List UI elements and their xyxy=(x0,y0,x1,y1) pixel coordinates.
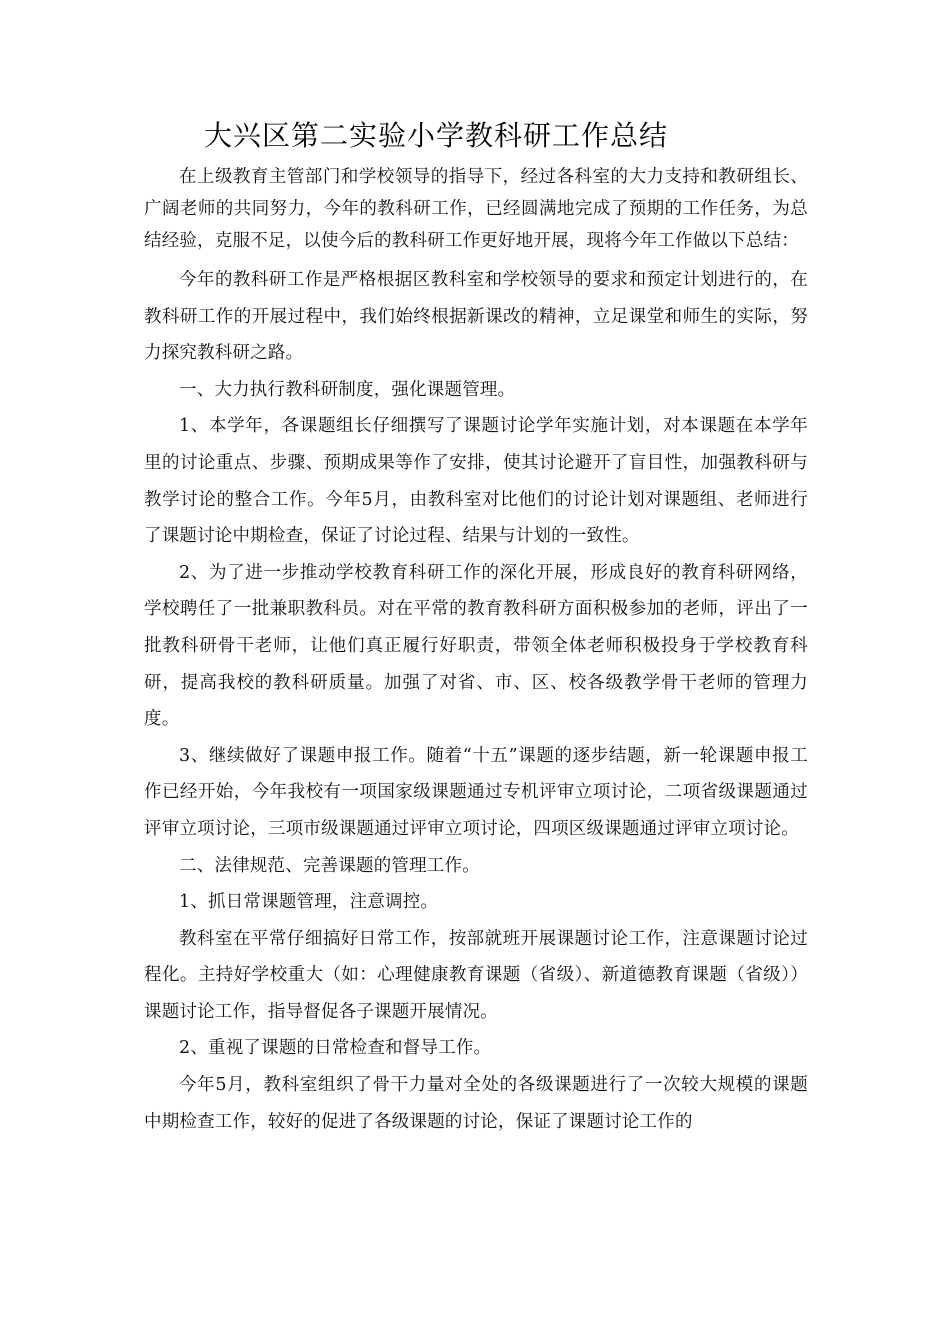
paragraph-1-3: 3、继续做好了课题申报工作。随着“十五”课题的逐步结题，新一轮课题申报工作已经开始，今年我校有一项国家级课题通过专机评审立项讨论，二项省级课题通过评审立项讨论，三项市级课题通过评审立项讨论，四项区级课题通过评审立项讨论。 xyxy=(144,745,808,839)
paragraph-intro: 在上级教育主管部门和学校领导的指导下，经过各科室的大力支持和教研组长、广阔老师的共同努力，今年的教科研工作，已经圆满地完成了预期的工作任务，为总结经验，克服不足，以使今后的教科研工作更好地开展，现将今年工作做以下总结： xyxy=(144,167,808,251)
section-heading-2: 二、法律规范、完善课题的管理工作。 xyxy=(179,855,480,876)
paragraph-1-2: 2、为了进一步推动学校教育科研工作的深化开展，形成良好的教育科研网络，学校聘任了一批兼职教科员。对在平常的教育教科研方面积极参加的老师，评出了一批教科研骨干老师，让他们真正履行好职责，带领全体老师积极投身于学校教育科研，提高我校的教科研质量。加强了对省、市、区、校各级教学骨干老师的管理力度。 xyxy=(144,562,808,730)
document-body xyxy=(144,161,808,1140)
subheading-2-1: 1、抓日常课题管理，注意调控。 xyxy=(179,892,439,913)
paragraph-overview: 今年的教科研工作是严格根据区教科室和学校领导的要求和预定计划进行的，在教科研工作的开展过程中，我们始终根据新课改的精神，立足课堂和师生的实际，努力探究教科研之路。 xyxy=(144,270,808,364)
subheading-2-2: 2、重视了课题的日常检查和督导工作。 xyxy=(179,1038,492,1059)
section-heading-1: 一、大力执行教科研制度，强化课题管理。 xyxy=(179,379,516,400)
paragraph-2-1: 教科室在平常仔细搞好日常工作，按部就班开展课题讨论工作，注意课题讨论过程化。主持好学校重大（如：心理健康教育课题（省级）、新道德教育课题（省级））课题讨论工作，指导督促各子课题开展情况。 xyxy=(144,928,808,1022)
paragraph-2-2: 今年5月，教科室组织了骨干力量对全处的各级课题进行了一次较大规模的课题中期检查工作，较好的促进了各级课题的讨论，保证了课题讨论工作的 xyxy=(144,1075,808,1132)
paragraph-1-1: 1、本学年，各课题组长仔细撰写了课题讨论学年实施计划，对本课题在本学年里的讨论重点、步骤、预期成果等作了安排，使其讨论避开了盲目性，加强教科研与教学讨论的整合工作。今年5月，由教科室对比他们的讨论计划对课题组、老师进行了课题讨论中期检查，保证了讨论过程、结果与计划的一致性。 xyxy=(144,416,808,547)
document-title: 大兴区第二实验小学教科研工作总结 xyxy=(204,119,669,152)
